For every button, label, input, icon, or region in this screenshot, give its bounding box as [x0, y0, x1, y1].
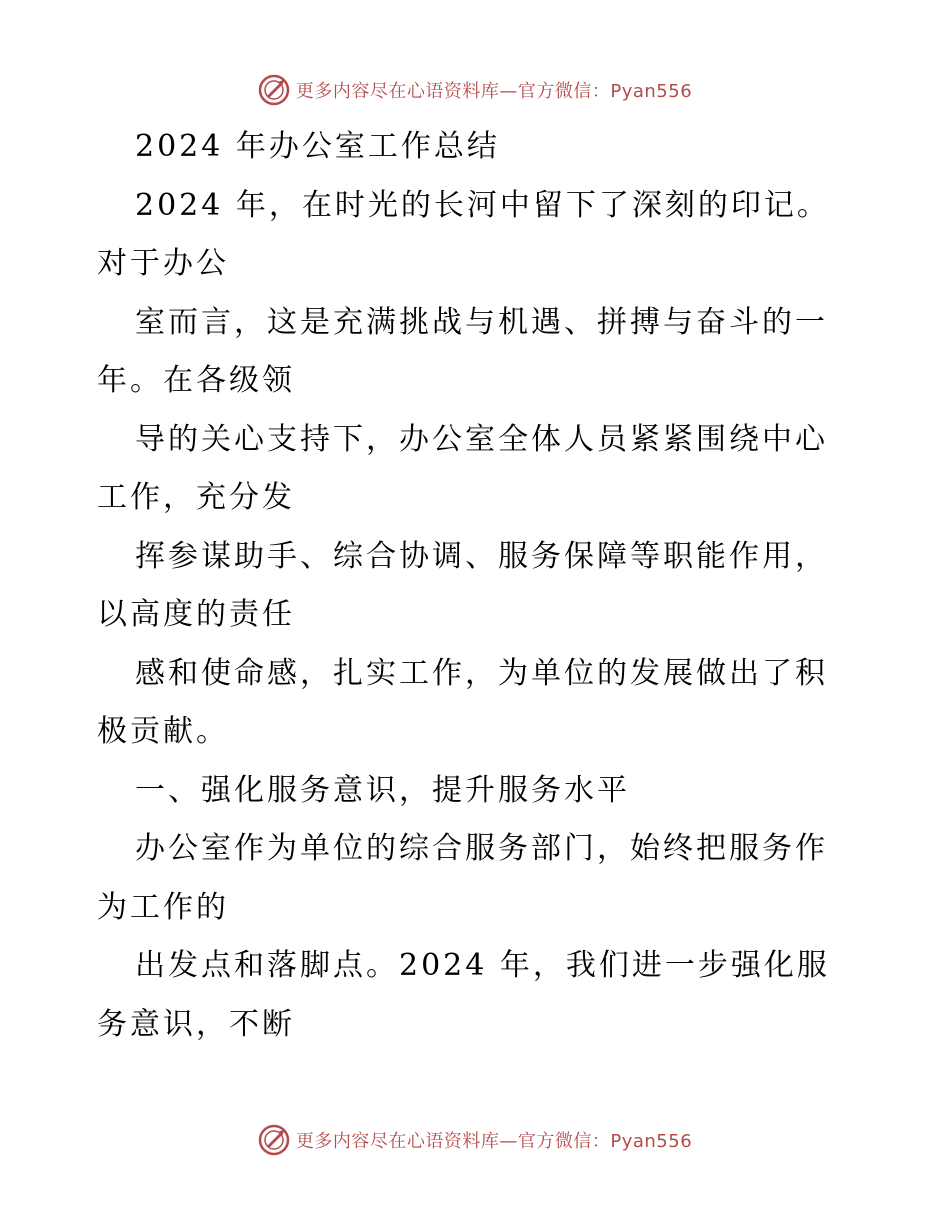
paragraph-line: 挥参谋助手、综合协调、服务保障等职能作用，	[135, 539, 828, 574]
paragraph-line: 导的关心支持下，办公室全体人员紧紧围绕中心	[135, 422, 828, 457]
paragraph-line: 2024 年，在时光的长河中留下了深刻的印记。	[135, 188, 830, 223]
paragraph-line: 极贡献。	[97, 714, 229, 749]
paragraph-line: 出发点和落脚点。2024 年，我们进一步强化服	[135, 948, 830, 983]
seal-logo-icon	[258, 74, 290, 106]
paragraph-line: 工作，充分发	[97, 480, 295, 515]
paragraph-line: 务意识，不断	[97, 1007, 295, 1042]
paragraph-line: 感和使命感，扎实工作，为单位的发展做出了积	[135, 656, 828, 691]
watermark-text: 更多内容尽在心语资料库—官方微信：Pyan556	[295, 81, 693, 102]
section-heading: 一、强化服务意识，提升服务水平	[135, 773, 630, 808]
paragraph-line: 为工作的	[97, 890, 229, 925]
watermark-banner-top	[0, 70, 950, 110]
document-title: 2024 年办公室工作总结	[135, 129, 500, 164]
paragraph-line: 年。在各级领	[97, 363, 295, 398]
paragraph-line: 对于办公	[97, 246, 229, 281]
seal-logo-icon	[258, 1124, 290, 1156]
paragraph-line: 室而言，这是充满挑战与机遇、拼搏与奋斗的一	[135, 305, 828, 340]
watermark-text: 更多内容尽在心语资料库—官方微信：Pyan556	[295, 1131, 693, 1152]
watermark-banner-bottom	[0, 1120, 950, 1160]
paragraph-line: 办公室作为单位的综合服务部门，始终把服务作	[135, 831, 828, 866]
paragraph-line: 以高度的责任	[97, 597, 295, 632]
